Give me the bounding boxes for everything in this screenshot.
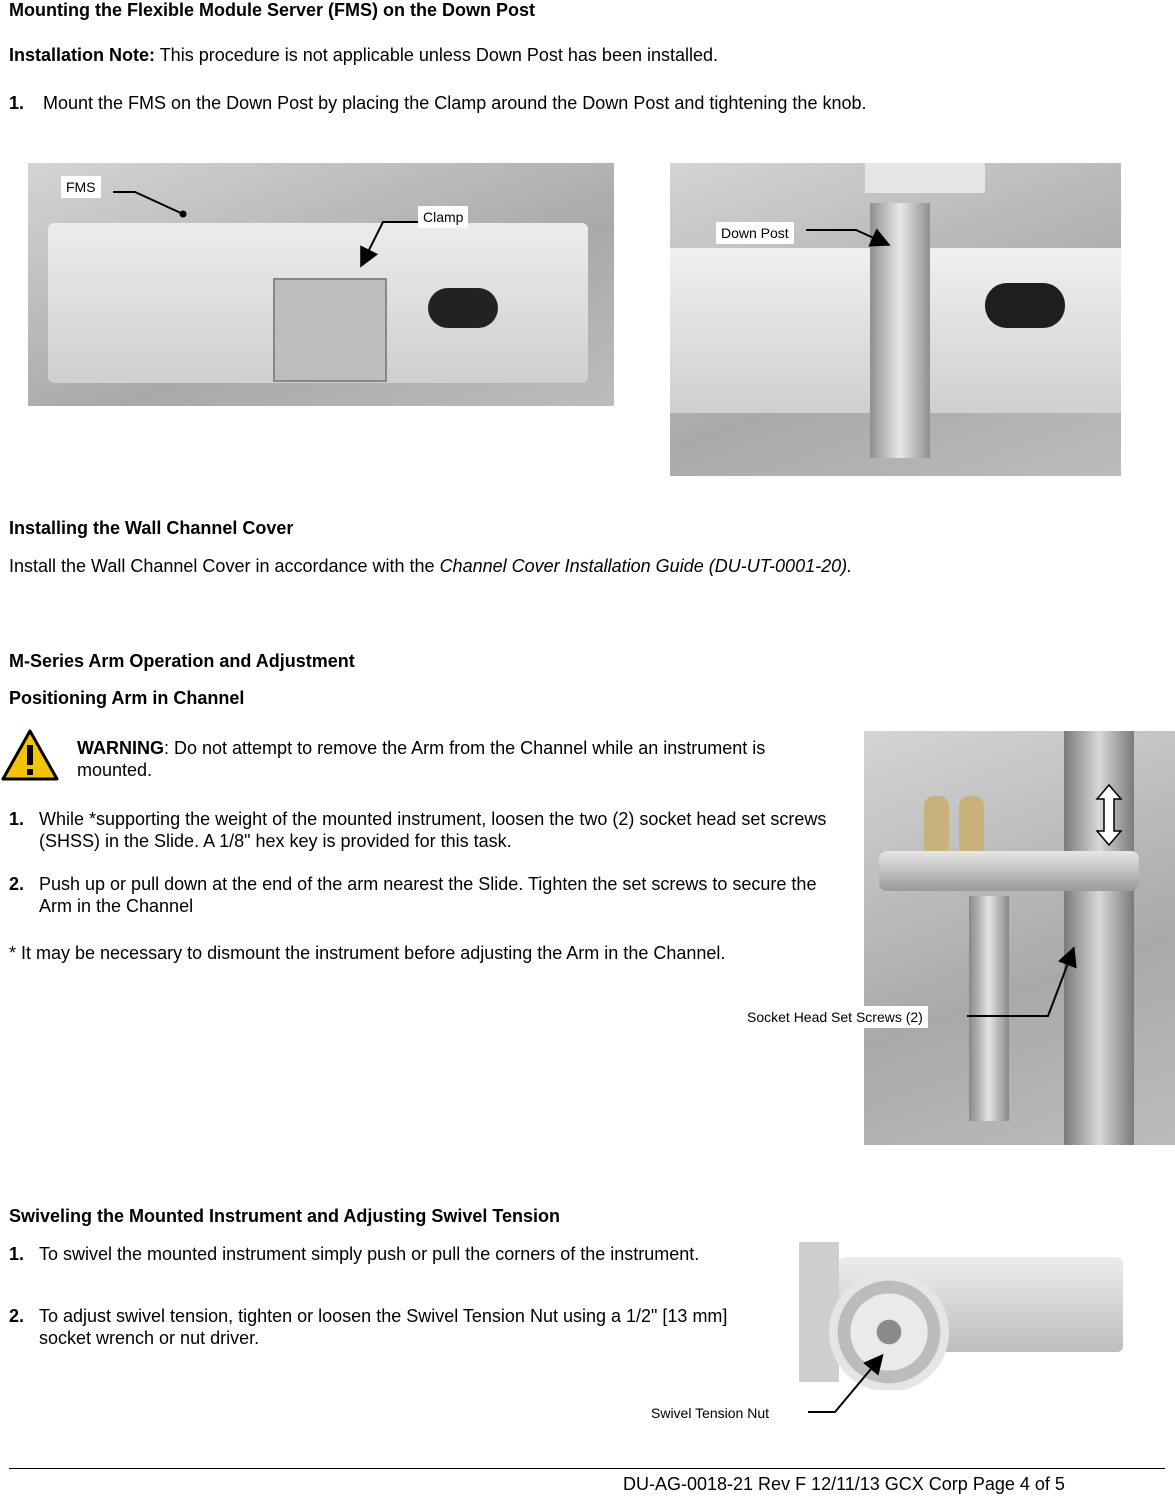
callout-socket-head-set-screws: Socket Head Set Screws (2) [742, 1006, 928, 1028]
section-title-arm-operation: M-Series Arm Operation and Adjustment [9, 651, 355, 671]
callout-down-post: Down Post [716, 222, 794, 244]
step-text: To swivel the mounted instrument simply push or pull the corners of the instrument. [39, 1244, 700, 1264]
swivel-hub-shape [829, 1272, 949, 1390]
arm-step-1 [9, 808, 829, 852]
arm-shape [879, 851, 1139, 891]
channel-cover-guide-ref: Channel Cover Installation Guide (DU-UT-0001-20). [439, 556, 853, 576]
section-title-swivel: Swiveling the Mounted Instrument and Adjusting Swivel Tension [9, 1206, 561, 1226]
callout-fms: FMS [61, 176, 101, 198]
section-title-fms: Mounting the Flexible Module Server (FMS) on the Down Post [9, 0, 536, 20]
knob-shape [985, 283, 1065, 328]
post-shape [870, 203, 930, 458]
note-text: This procedure is not applicable unless Down Post has been installed. [155, 45, 719, 65]
down-post-photo [670, 163, 1121, 476]
page-footer: DU-AG-0018-21 Rev F 12/11/13 GCX Corp Page 4 of 5 [623, 1474, 1065, 1494]
callout-swivel-tension-nut: Swivel Tension Nut [651, 1405, 770, 1421]
warning-message: : Do not attempt to remove the Arm from the Channel while an instrument is mounted. [77, 738, 766, 780]
footer-rule [9, 1468, 1165, 1469]
step-number: 1. [9, 1244, 25, 1264]
subsection-title-positioning: Positioning Arm in Channel [9, 688, 245, 708]
swivel-step-2 [9, 1305, 729, 1349]
fms-clamp-photo [28, 163, 614, 406]
warning-icon [0, 728, 60, 782]
step-text: To adjust swivel tension, tighten or loosen the Swivel Tension Nut using a 1/2" [13 mm] socket wrench or nut driver. [39, 1306, 728, 1348]
pin-shape [959, 796, 984, 851]
swivel-nut-photo [794, 1232, 1123, 1390]
note-label: Installation Note: [9, 45, 156, 65]
step-text: Mount the FMS on the Down Post by placing the Clamp around the Down Post and tightening the knob. [43, 93, 867, 113]
post-top-shape [865, 163, 985, 193]
step-number: 2. [9, 874, 25, 894]
warning-text [77, 737, 777, 781]
post-shape [969, 896, 1009, 1121]
step-number: 1. [9, 93, 25, 113]
step-number: 2. [9, 1306, 25, 1326]
knob-shape [428, 288, 498, 328]
channel-cover-text [9, 555, 852, 577]
swivel-step-1 [9, 1243, 709, 1265]
step-number: 1. [9, 809, 25, 829]
pin-shape [924, 796, 949, 851]
arm-footnote: * It may be necessary to dismount the instrument before adjusting the Arm in the Channel. [9, 943, 726, 963]
section-title-channel-cover: Installing the Wall Channel Cover [9, 518, 294, 538]
channel-cover-text-plain: Install the Wall Channel Cover in accordance with the [9, 556, 440, 576]
installation-note [9, 44, 718, 66]
arm-channel-photo [864, 731, 1175, 1145]
callout-clamp: Clamp [418, 206, 468, 228]
clamp-shape [273, 278, 387, 382]
step-text: Push up or pull down at the end of the arm nearest the Slide. Tighten the set screws to secure the Arm in the Channel [39, 874, 817, 916]
arm-step-2 [9, 873, 844, 917]
double-arrow-icon [1094, 783, 1124, 847]
fms-step-1 [9, 92, 1159, 114]
step-text: While *supporting the weight of the mounted instrument, loosen the two (2) socket head set screws (SHSS) in the Slide. A 1/8" hex key is provided for this task. [39, 809, 827, 851]
warning-label: WARNING [77, 738, 164, 758]
